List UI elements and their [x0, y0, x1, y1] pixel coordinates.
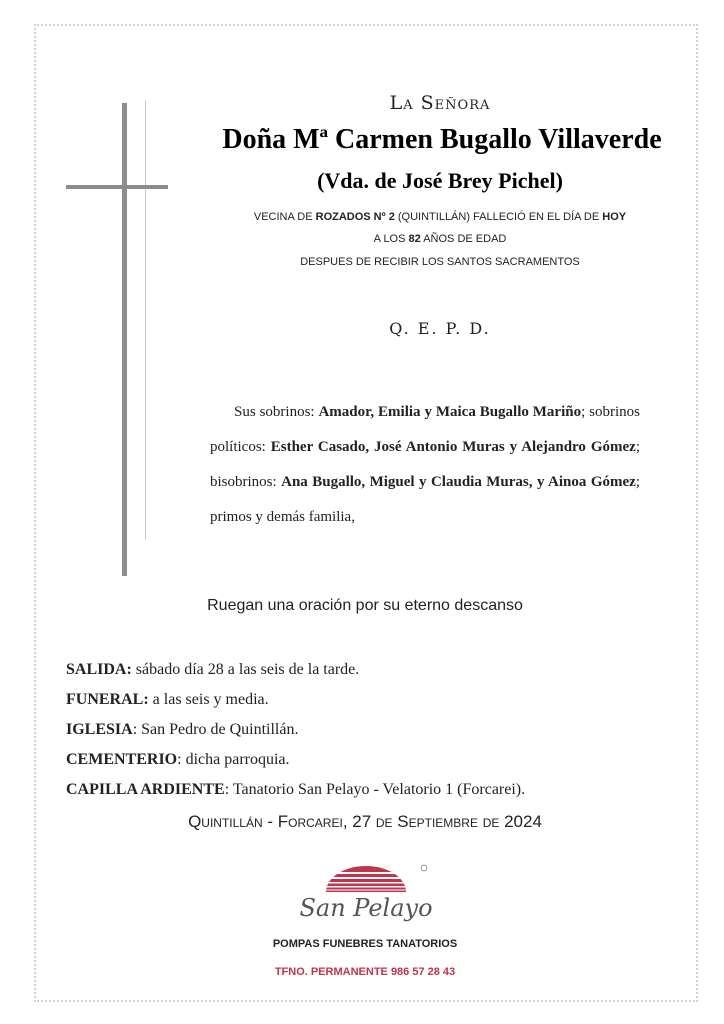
detail-capilla: CAPILLA ARDIENTE: Tanatorio San Pelayo - Velatorio 1 (Forcarei). — [66, 781, 526, 798]
family-paragraph: Sus sobrinos: Amador, Emilia y Maica Bugallo Mariño; sobrinos políticos: Esther Casado, José Antonio Muras y Alejandro Gómez; bisobrinos: Ana Bugallo, Miguel y Claudia Muras, y Ainoa Gómez; primos y demás familia, — [210, 404, 641, 525]
la-senora-heading: La Señora — [389, 92, 491, 114]
notice-line-2: A LOS 82 AÑOS DE EDAD — [373, 233, 507, 245]
registered-icon — [421, 865, 427, 871]
cross-horizontal — [66, 185, 168, 189]
cross-vertical — [122, 103, 127, 576]
logo-sunrise-icon — [324, 866, 408, 892]
logo-text: San Pelayo — [299, 894, 433, 922]
widow-of: (Vda. de José Brey Pichel) — [317, 168, 563, 193]
company-phone: TFNO. PERMANENTE 986 57 28 43 — [274, 966, 456, 978]
san-pelayo-logo — [296, 858, 436, 928]
detail-cementerio: CEMENTERIO: dicha parroquia. — [66, 751, 290, 768]
cross-vertical-thin — [145, 100, 146, 540]
qepd: Q. E. P. D. — [389, 319, 491, 338]
notice-line-3: DESPUES DE RECIBIR LOS SANTOS SACRAMENTOS — [300, 256, 580, 268]
notice-line-1: VECINA DE ROZADOS Nº 2 (QUINTILLÁN) FALLECIÓ EN EL DÍA DE HOY — [253, 211, 627, 223]
prayer-request: Ruegan una oración por su eterno descanso — [207, 597, 523, 614]
detail-salida: SALIDA: sábado día 28 a las seis de la tarde. — [66, 661, 360, 678]
detail-funeral: FUNERAL: a las seis y media. — [66, 691, 269, 708]
details-list — [66, 655, 525, 805]
detail-iglesia: IGLESIA: San Pedro de Quintillán. — [66, 721, 299, 738]
dateline: Quintillán - Forcarei, 27 de Septiembre de 2024 — [188, 812, 542, 831]
deceased-name: Doña Mª Carmen Bugallo Villaverde — [222, 124, 662, 155]
company-name: POMPAS FUNEBRES TANATORIOS — [272, 938, 458, 950]
